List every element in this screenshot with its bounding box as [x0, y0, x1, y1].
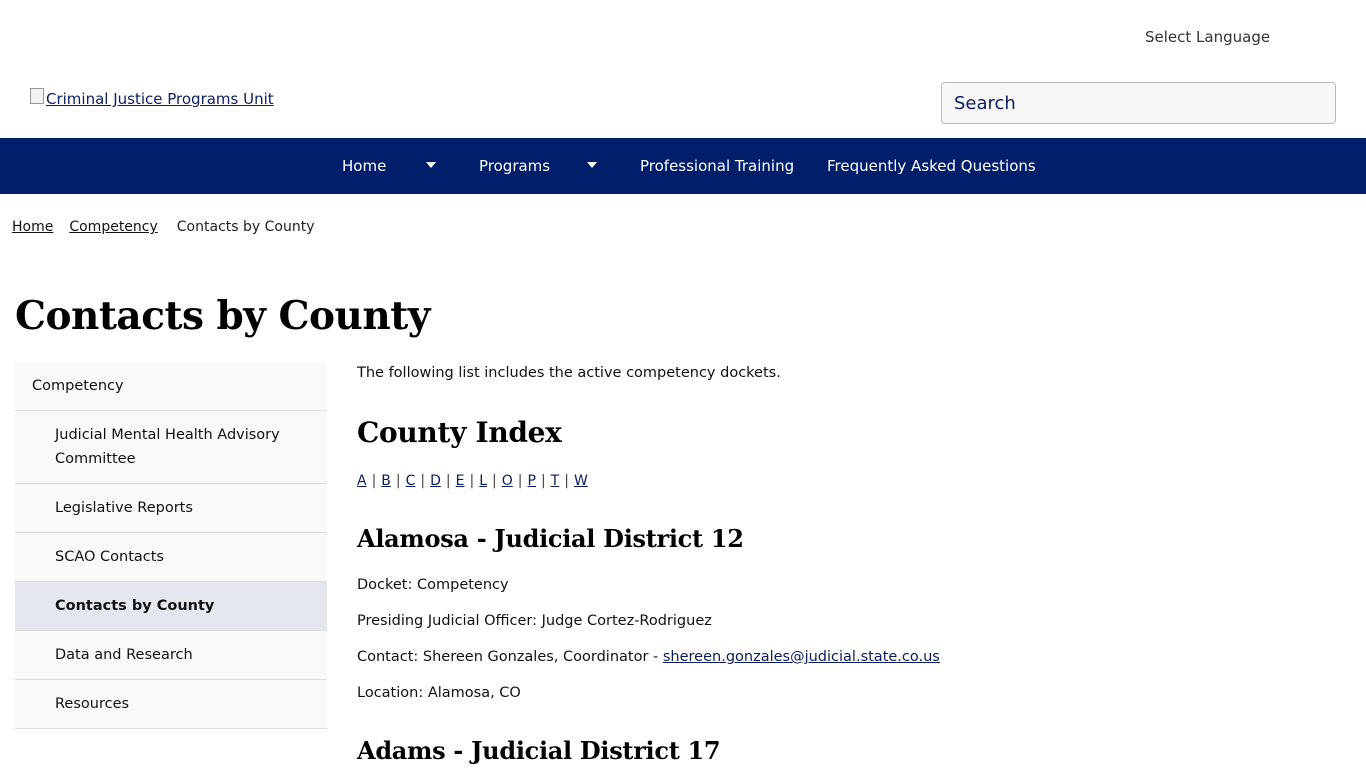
sidebar-item-judicial-mental-health[interactable]: Judicial Mental Health Advisory Committee — [15, 411, 327, 484]
intro-text: The following list includes the active competency dockets. — [357, 365, 781, 381]
sidebar-item-data-and-research[interactable]: Data and Research — [15, 631, 327, 680]
county-heading: Alamosa - Judicial District 12 — [357, 524, 744, 553]
letter-link[interactable]: O — [501, 473, 513, 489]
breadcrumb-home-link[interactable]: Home — [12, 219, 54, 235]
nav-item-home[interactable]: Home — [342, 157, 387, 175]
sidebar-item-scao-contacts[interactable]: SCAO Contacts — [15, 533, 327, 582]
chevron-down-icon[interactable] — [426, 162, 436, 168]
site-logo-link[interactable] — [30, 90, 274, 108]
docket-text: Docket: Competency — [357, 577, 509, 593]
location-text: Location: Alamosa, CO — [357, 685, 521, 701]
sidebar — [15, 362, 327, 729]
officer-text: Presiding Judicial Officer: Judge Cortez-Rodriguez — [357, 613, 712, 629]
broken-image-icon — [30, 88, 44, 104]
nav-item-faq[interactable]: Frequently Asked Questions — [827, 157, 1036, 175]
letter-link[interactable]: L — [479, 473, 488, 489]
letter-link[interactable]: C — [405, 473, 416, 489]
page-title: Contacts by County — [15, 293, 430, 339]
contact-email-link[interactable]: shereen.gonzales@judicial.state.co.us — [662, 649, 940, 665]
nav-item-programs[interactable]: Programs — [479, 157, 551, 175]
letter-link[interactable]: B — [381, 473, 391, 489]
letter-link[interactable]: W — [573, 473, 588, 489]
chevron-down-icon[interactable] — [587, 162, 597, 168]
logo-alt-text: Criminal Justice Programs Unit — [46, 90, 274, 108]
breadcrumb-competency-link[interactable]: Competency — [69, 219, 158, 235]
county-letter-index: A | B | C | D | E | L | O | P | T | W — [357, 473, 588, 489]
letter-link[interactable]: P — [527, 473, 536, 489]
search-input[interactable] — [941, 82, 1336, 124]
county-heading: Adams - Judicial District 17 — [357, 736, 721, 765]
breadcrumb — [12, 219, 314, 235]
letter-link[interactable]: A — [357, 473, 367, 489]
contact-text — [357, 649, 940, 665]
main-nav — [0, 138, 1366, 194]
letter-link[interactable]: D — [430, 473, 441, 489]
sidebar-item-legislative-reports[interactable]: Legislative Reports — [15, 484, 327, 533]
nav-item-professional-training[interactable]: Professional Training — [640, 157, 795, 175]
sidebar-item-contacts-by-county[interactable]: Contacts by County — [15, 582, 327, 631]
sidebar-item-competency[interactable]: Competency — [15, 362, 327, 411]
letter-link[interactable]: T — [550, 473, 560, 489]
sidebar-item-resources[interactable]: Resources — [15, 680, 327, 729]
contact-label: Contact: Shereen Gonzales, Coordinator - — [357, 649, 663, 665]
select-language-link[interactable]: Select Language — [1145, 28, 1271, 46]
county-index-heading: County Index — [357, 416, 562, 449]
letter-link[interactable]: E — [455, 473, 465, 489]
breadcrumb-current: Contacts by County — [176, 219, 315, 235]
